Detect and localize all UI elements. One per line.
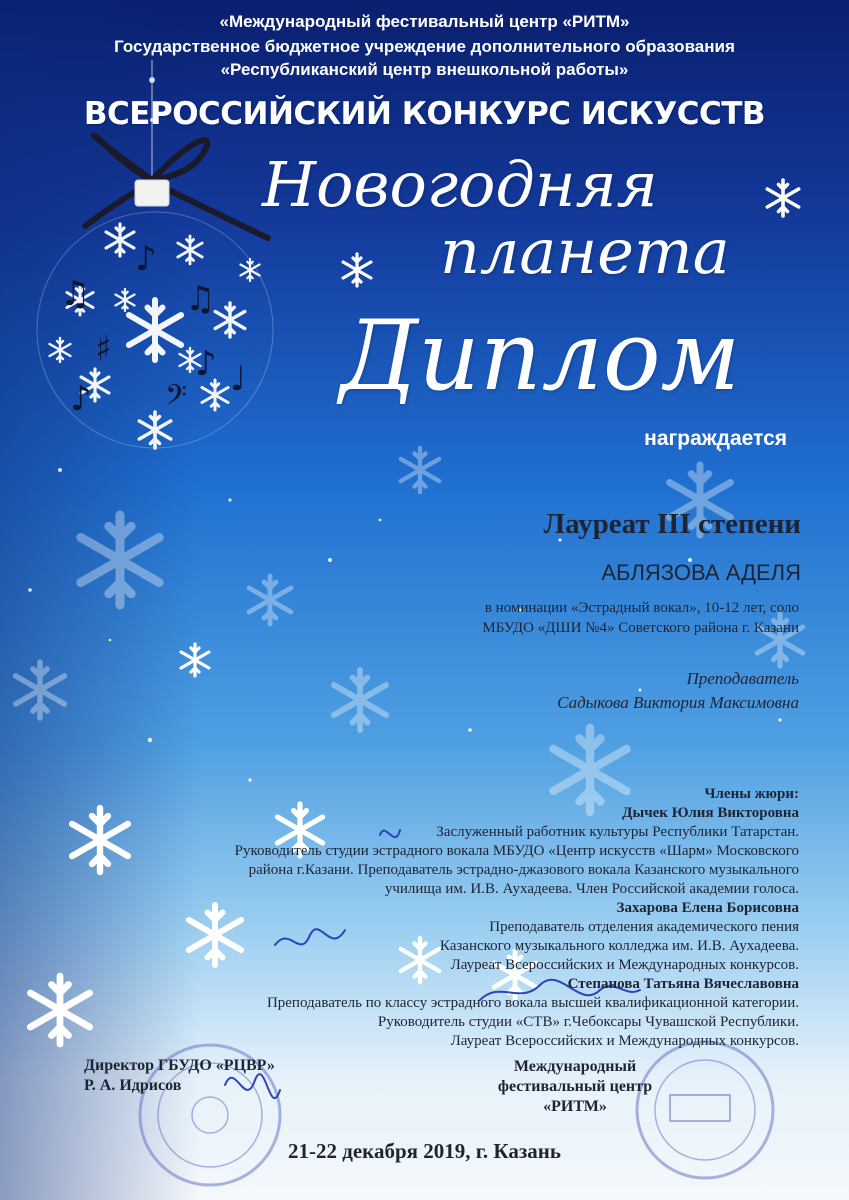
- awarded-label: награждается: [644, 427, 787, 450]
- jury-member-detail: Руководитель студии эстрадного вокала МБУДО «Центр искусств «Шарм» Московского: [234, 843, 799, 859]
- svg-text:♩: ♩: [230, 359, 247, 399]
- recipient-name: АБЛЯЗОВА АДЕЛЯ: [601, 560, 801, 585]
- header-organizer-2: Государственное бюджетное учреждение дополнительного образования: [114, 37, 735, 56]
- jury-member-detail: Заслуженный работник культуры Республики Татарстан.: [436, 824, 799, 840]
- jury-member-detail: Руководитель студии «СТВ» г.Чебоксары Чувашской Республики.: [377, 1014, 799, 1030]
- svg-text:♪: ♪: [70, 379, 92, 419]
- jury-member-detail: училища им. И.В. Аухадеева. Член Российской академии голоса.: [384, 881, 799, 897]
- jury-member-name: Дычек Юлия Викторовна: [622, 805, 799, 821]
- jury-member-name: Степанова Татьяна Вячеславовна: [567, 976, 799, 992]
- festival-center-line-2: фестивальный центр: [497, 1078, 653, 1095]
- award-title: Лауреат III степени: [543, 508, 801, 540]
- festival-name-line-1: Новогодняя: [262, 148, 658, 221]
- festival-name-line-2: планета: [440, 215, 730, 288]
- svg-text:♪: ♪: [195, 344, 217, 384]
- festival-center-line-3: «РИТМ»: [543, 1098, 607, 1115]
- nomination-line: в номинации «Эстрадный вокал», 10-12 лет, соло: [484, 600, 799, 616]
- jury-member-detail: Преподаватель по классу эстрадного вокала высшей квалификационной категории.: [266, 995, 799, 1011]
- jury-member-detail: Казанского музыкального колледжа им. И.В. Аухадеева.: [439, 938, 799, 954]
- svg-text:♫: ♫: [185, 279, 216, 319]
- director-block: [84, 1056, 275, 1096]
- date-place: 21-22 декабря 2019, г. Казань: [287, 1139, 562, 1163]
- director-title: Директор ГБУДО «РЦВР»: [84, 1057, 275, 1074]
- jury-section: [99, 785, 799, 1051]
- director-name: Р. А. Идрисов: [84, 1077, 182, 1094]
- jury-member-detail: Лауреат Всероссийских и Международных конкурсов.: [450, 1033, 799, 1049]
- contest-title: ВСЕРОССИЙСКИЙ КОНКУРС ИСКУССТВ: [83, 96, 766, 132]
- festival-center-block: [495, 1057, 655, 1117]
- svg-text:♯: ♯: [95, 329, 112, 369]
- jury-heading: Члены жюри:: [704, 786, 799, 802]
- school-line: МБУДО «ДШИ №4» Советского района г. Казани: [482, 620, 799, 636]
- header-organizer-1: «Международный фестивальный центр «РИТМ»: [219, 12, 630, 31]
- jury-member-detail: Преподаватель отделения академического пения: [489, 919, 799, 935]
- jury-member-detail: Лауреат Всероссийских и Международных конкурсов.: [450, 957, 799, 973]
- svg-text:𝄢: 𝄢: [165, 379, 187, 419]
- festival-center-line-1: Международный: [513, 1058, 637, 1075]
- teacher-label: Преподаватель: [686, 669, 799, 688]
- svg-text:♪: ♪: [135, 239, 157, 279]
- teacher-name: Садыкова Виктория Максимовна: [557, 693, 799, 712]
- document-title: Диплом: [340, 300, 741, 412]
- header-organizer-3: «Республиканский центр внешкольной работы»: [220, 60, 629, 79]
- jury-member-detail: района г.Казани. Преподаватель эстрадно-джазового вокала Казанского музыкального: [248, 862, 799, 878]
- jury-member-name: Захарова Елена Борисовна: [616, 900, 799, 916]
- svg-text:♫: ♫: [60, 274, 91, 314]
